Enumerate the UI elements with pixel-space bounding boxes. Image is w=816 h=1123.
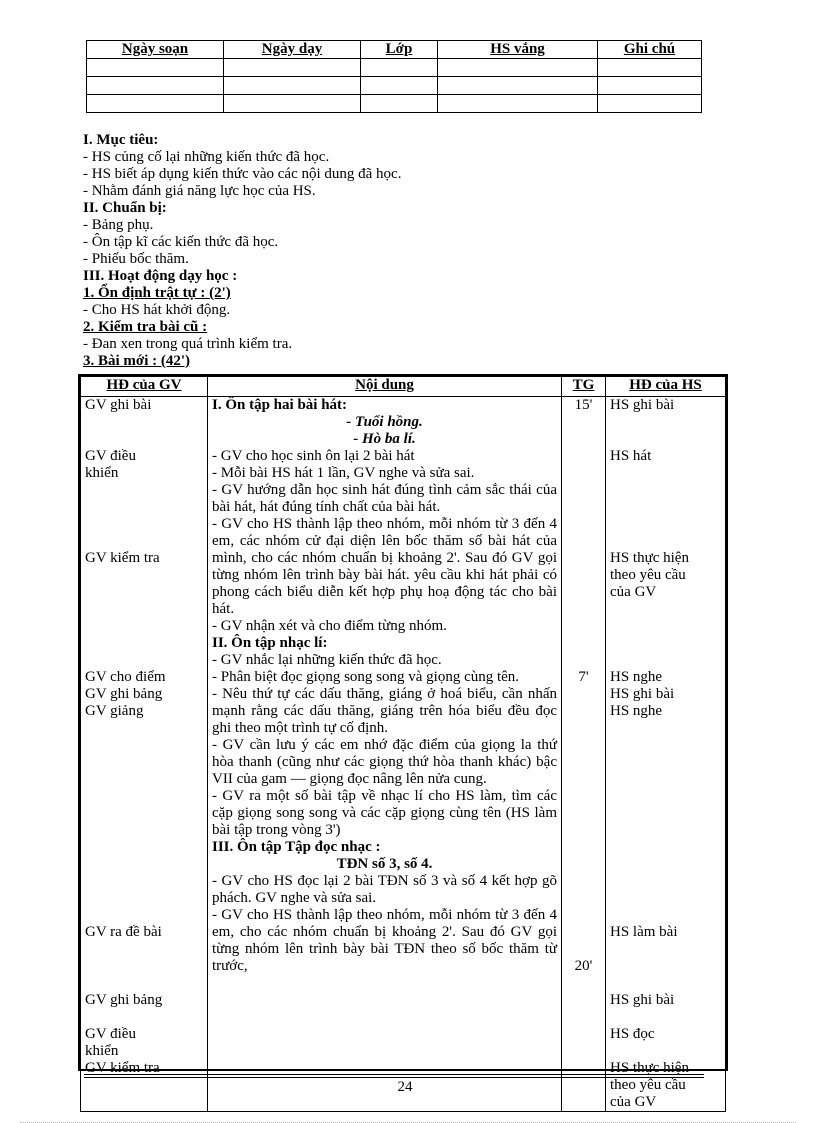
gv-line: GV kiểm tra — [85, 1060, 160, 1076]
hs-line — [610, 1009, 721, 1026]
hs-line: theo yêu cầu — [610, 567, 686, 583]
hs-line — [610, 890, 721, 907]
content-paragraph: - Hò ba lí. — [353, 431, 416, 447]
gv-line: GV điều — [85, 1026, 136, 1042]
hs-line — [610, 805, 721, 822]
section-chuan-bi-title: II. Chuẩn bị: — [83, 200, 167, 216]
hs-line — [610, 958, 721, 975]
header-table-row — [87, 95, 702, 113]
footer-rule — [84, 1077, 704, 1078]
gv-line: khiển — [85, 465, 119, 481]
gv-line — [85, 788, 203, 805]
subsection-on-dinh: 1. Ổn định trật tự : (2') — [83, 285, 231, 301]
content-paragraph: II. Ôn tập nhạc lí: — [212, 635, 328, 651]
header-col-lop: Lớp — [361, 41, 438, 59]
hs-line: HS đọc — [610, 1026, 655, 1042]
gv-line: khiển — [85, 1043, 119, 1059]
hs-line — [610, 1043, 721, 1060]
hs-line — [610, 873, 721, 890]
time-spacer — [566, 686, 601, 958]
hs-line — [610, 839, 721, 856]
gv-line — [85, 720, 203, 737]
content-paragraph: - Nêu thứ tự các dấu thăng, giáng ở hoá biểu, cần nhấn mạnh rằng các dấu thăng, giáng trên hóa biểu đều đọc ghi theo một trình tự cố định. — [212, 686, 557, 736]
content-paragraph: - GV nhắc lại những kiến thức đã học. — [212, 652, 442, 668]
gv-line — [85, 1094, 203, 1111]
hs-line — [610, 771, 721, 788]
list-item: - Cho HS hát khởi động. — [83, 302, 231, 318]
page-number: 24 — [397, 1079, 413, 1095]
content-paragraph: - GV cho HS thành lập theo nhóm, mỗi nhóm từ 3 đến 4 em, các nhóm cử đại diện lên bốc thăm số bài hát của mình, cho các nhóm chuẩn bị khoảng 2'. Sau đó GV gọi từng nhóm lên trình bày bài hát. yêu cầu khi hát phải có phong cách biểu diễn kết hợp phụ hoạ động tác cho bài hát. — [212, 516, 557, 617]
gv-line: GV ghi bảng — [85, 992, 163, 1008]
gv-line — [85, 567, 203, 584]
hs-line: HS nghe — [610, 703, 663, 719]
gv-line — [85, 482, 203, 499]
hs-line: của GV — [610, 584, 657, 600]
hs-line — [610, 652, 721, 669]
list-item: - Bảng phụ. — [83, 217, 154, 233]
hs-line: HS ghi bài — [610, 992, 675, 1008]
content-paragraph: - GV cho HS đọc lại 2 bài TĐN số 3 và số 4 kết hợp gõ phách. GV nghe và sửa sai. — [212, 873, 557, 906]
time-value: 20' — [574, 958, 593, 974]
gv-line: GV ghi bảng — [85, 686, 163, 702]
gv-line: GV giảng — [85, 703, 144, 719]
header-table — [86, 40, 702, 113]
gv-line — [85, 941, 203, 958]
hs-line: HS ghi bài — [610, 397, 675, 413]
subsection-bai-moi: 3. Bài mới : (42') — [83, 353, 191, 369]
gv-line — [85, 584, 203, 601]
hs-line — [610, 533, 721, 550]
content-paragraph: III. Ôn tập Tập đọc nhạc : — [212, 839, 381, 855]
hs-line — [610, 975, 721, 992]
hs-line — [610, 788, 721, 805]
gv-line — [85, 771, 203, 788]
section-muc-tieu-title: I. Mục tiêu: — [83, 132, 159, 148]
content-paragraph: - Phân biệt đọc giọng song song và giọng cùng tên. — [212, 669, 520, 685]
gv-line: GV ra đề bài — [85, 924, 162, 940]
content-paragraph: TĐN số 3, số 4. — [336, 856, 433, 872]
content-paragraph: - GV cho học sinh ôn lại 2 bài hát — [212, 448, 415, 464]
hs-line — [610, 499, 721, 516]
gv-line: GV kiểm tra — [85, 550, 160, 566]
col-hd-gv: HĐ của GV — [81, 377, 208, 397]
gv-line — [85, 890, 203, 907]
gv-line — [85, 499, 203, 516]
gv-line — [85, 958, 203, 975]
lesson-sections — [83, 132, 723, 370]
gv-line: GV cho điểm — [85, 669, 166, 685]
list-item: - Phiếu bốc thăm. — [83, 251, 189, 267]
hs-line: HS thực hiện — [610, 550, 689, 566]
content-paragraph: I. Ôn tập hai bài hát: — [212, 397, 348, 413]
gv-line — [85, 516, 203, 533]
time-spacer — [566, 414, 601, 669]
hs-line — [610, 618, 721, 635]
gv-line — [85, 618, 203, 635]
hs-line — [610, 941, 721, 958]
activity-table-head-row — [81, 377, 726, 397]
gv-line — [85, 414, 203, 431]
hs-line — [610, 635, 721, 652]
content-paragraph: - GV hướng dẫn học sinh hát đúng tình cảm sắc thái của bài hát, hát đúng tính chất của bài hát. — [212, 482, 557, 515]
hs-line — [610, 907, 721, 924]
gv-line — [85, 975, 203, 992]
gv-line: GV ghi bài — [85, 397, 152, 413]
content-paragraph: - GV ra một số bài tập về nhạc lí cho HS làm, tìm các cặp giọng song song và các cặp giọng cùng tên (HS làm bài tập trong vòng 3') — [212, 788, 557, 838]
list-item: - HS biết áp dụng kiến thức vào các nội dung đã học. — [83, 166, 402, 182]
gv-line — [85, 822, 203, 839]
hs-line — [610, 431, 721, 448]
gv-line — [85, 635, 203, 652]
hs-line: HS thực hiện — [610, 1060, 689, 1076]
list-item: - Đan xen trong quá trình kiểm tra. — [83, 336, 293, 352]
gv-line — [85, 839, 203, 856]
header-col-ghi-chu: Ghi chú — [598, 41, 702, 59]
hs-line: HS nghe — [610, 669, 663, 685]
hs-line — [610, 737, 721, 754]
hs-line — [610, 414, 721, 431]
gv-line — [85, 907, 203, 924]
gv-line — [85, 737, 203, 754]
hs-line — [610, 720, 721, 737]
hs-line — [610, 856, 721, 873]
gv-line — [85, 652, 203, 669]
gv-line: GV điều — [85, 448, 136, 464]
hs-line — [610, 516, 721, 533]
content-paragraph: - GV cho HS thành lập theo nhóm, mỗi nhóm từ 3 đến 4 em, cho các nhóm chuẩn bị khoảng 2'. Sau đó GV gọi từng nhóm lên trình bày bài TĐN theo số bốc thăm từ trước, — [212, 907, 557, 974]
col-hd-hs: HĐ của HS — [606, 377, 726, 397]
hs-line: theo yêu cầu — [610, 1077, 686, 1093]
header-table-row — [87, 77, 702, 95]
time-cell — [562, 397, 606, 1112]
hs-line — [610, 822, 721, 839]
hs-line: HS ghi bài — [610, 686, 675, 702]
gv-activity-cell — [81, 397, 208, 1112]
hs-line — [610, 601, 721, 618]
content-cell — [208, 397, 562, 1112]
hs-line — [610, 465, 721, 482]
content-paragraph: - Mỗi bài HS hát 1 lần, GV nghe và sửa sai. — [212, 465, 475, 481]
hs-line: HS làm bài — [610, 924, 678, 940]
subsection-kiem-tra: 2. Kiểm tra bài cũ : — [83, 319, 208, 335]
footer-rule — [84, 1074, 704, 1075]
gv-line — [85, 431, 203, 448]
gv-line — [85, 805, 203, 822]
header-col-ngay-soan: Ngày soạn — [87, 41, 224, 59]
activity-table — [80, 376, 726, 1112]
time-value: 7' — [578, 669, 589, 685]
gv-line — [85, 873, 203, 890]
hs-activity-cell — [606, 397, 726, 1112]
hs-line — [610, 754, 721, 771]
content-paragraph: - Tuổi hồng. — [346, 414, 423, 430]
gv-line — [85, 533, 203, 550]
content-paragraph: - GV nhận xét và cho điểm từng nhóm. — [212, 618, 447, 634]
section-hoat-dong-title: III. Hoạt động dạy học : — [83, 268, 238, 284]
hs-line — [610, 482, 721, 499]
time-value: 15' — [574, 397, 593, 413]
header-table-head-row — [87, 41, 702, 59]
col-tg: TG — [562, 377, 606, 397]
content-paragraph: - GV cần lưu ý các em nhớ đặc điểm của giọng la thứ hòa thanh (cũng như các giọng thứ hòa thanh khác) bậc VII của gam — giọng đọc nâng lên nửa cung. — [212, 737, 557, 787]
header-col-ngay-day: Ngày dạy — [224, 41, 361, 59]
hs-line: của GV — [610, 1094, 657, 1110]
list-item: - HS củng cố lại những kiến thức đã học. — [83, 149, 330, 165]
header-col-hs-vang: HS vắng — [438, 41, 598, 59]
gv-line — [85, 754, 203, 771]
hs-line: HS hát — [610, 448, 652, 464]
gv-line — [85, 856, 203, 873]
gv-line — [85, 1077, 203, 1094]
col-noi-dung: Nội dung — [208, 377, 562, 397]
list-item: - Ôn tập kĩ các kiến thức đã học. — [83, 234, 279, 250]
list-item: - Nhằm đánh giá năng lực học của HS. — [83, 183, 316, 199]
gv-line — [85, 1009, 203, 1026]
table-row — [81, 397, 726, 1112]
header-table-row — [87, 59, 702, 77]
gv-line — [85, 601, 203, 618]
